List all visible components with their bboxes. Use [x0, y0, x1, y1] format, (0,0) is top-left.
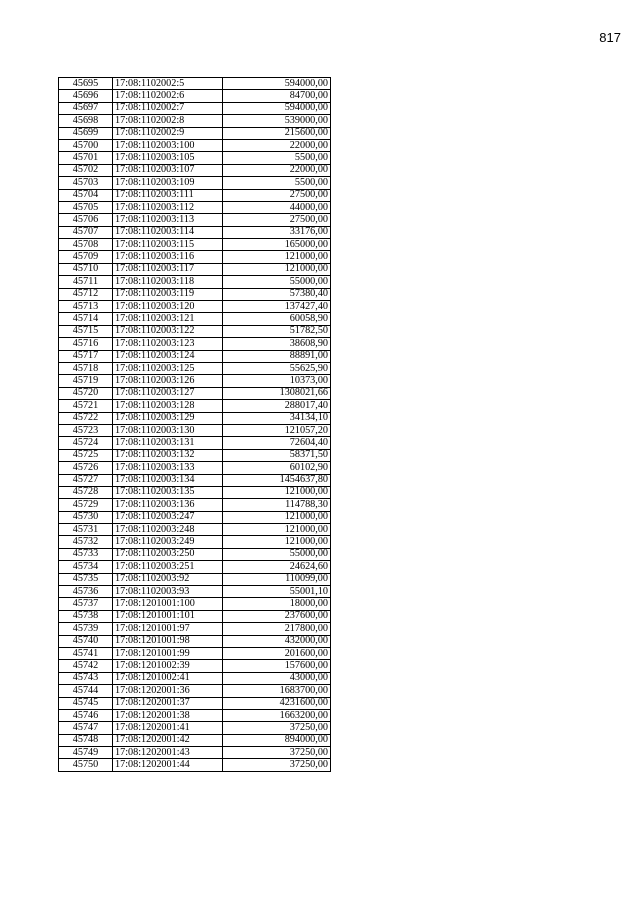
row-number-cell: 45708 — [59, 239, 113, 251]
cadastral-number-cell: 17:08:1202001:42 — [113, 734, 223, 746]
table-row — [59, 152, 331, 164]
row-number-cell: 45746 — [59, 709, 113, 721]
cadastral-value-cell: 72604,40 — [223, 437, 331, 449]
cadastral-value-cell: 37250,00 — [223, 747, 331, 759]
cadastral-value-cell: 33176,00 — [223, 226, 331, 238]
cadastral-value-cell: 432000,00 — [223, 635, 331, 647]
table-row — [59, 164, 331, 176]
cadastral-number-cell: 17:08:1102003:125 — [113, 362, 223, 374]
cadastral-number-cell: 17:08:1102003:132 — [113, 449, 223, 461]
cadastral-number-cell: 17:08:1102003:114 — [113, 226, 223, 238]
table-row — [59, 486, 331, 498]
cadastral-value-cell: 60058,90 — [223, 313, 331, 325]
table-row — [59, 598, 331, 610]
cadastral-value-cell: 37250,00 — [223, 722, 331, 734]
cadastral-number-cell: 17:08:1201001:98 — [113, 635, 223, 647]
table-row — [59, 623, 331, 635]
cadastral-number-cell: 17:08:1201001:99 — [113, 647, 223, 659]
row-number-cell: 45743 — [59, 672, 113, 684]
registry-table-body — [59, 78, 331, 772]
row-number-cell: 45732 — [59, 536, 113, 548]
table-row — [59, 672, 331, 684]
cadastral-number-cell: 17:08:1102003:100 — [113, 139, 223, 151]
row-number-cell: 45741 — [59, 647, 113, 659]
row-number-cell: 45726 — [59, 462, 113, 474]
cadastral-value-cell: 594000,00 — [223, 102, 331, 114]
cadastral-value-cell: 288017,40 — [223, 400, 331, 412]
cadastral-value-cell: 121000,00 — [223, 536, 331, 548]
row-number-cell: 45713 — [59, 301, 113, 313]
row-number-cell: 45742 — [59, 660, 113, 672]
table-row — [59, 400, 331, 412]
row-number-cell: 45719 — [59, 375, 113, 387]
cadastral-number-cell: 17:08:1102003:129 — [113, 412, 223, 424]
cadastral-value-cell: 55000,00 — [223, 276, 331, 288]
cadastral-value-cell: 157600,00 — [223, 660, 331, 672]
row-number-cell: 45709 — [59, 251, 113, 263]
cadastral-value-cell: 894000,00 — [223, 734, 331, 746]
cadastral-value-cell: 201600,00 — [223, 647, 331, 659]
row-number-cell: 45725 — [59, 449, 113, 461]
cadastral-number-cell: 17:08:1102003:122 — [113, 325, 223, 337]
table-row — [59, 102, 331, 114]
table-row — [59, 201, 331, 213]
row-number-cell: 45712 — [59, 288, 113, 300]
row-number-cell: 45707 — [59, 226, 113, 238]
cadastral-number-cell: 17:08:1102003:126 — [113, 375, 223, 387]
table-row — [59, 524, 331, 536]
table-row — [59, 177, 331, 189]
cadastral-number-cell: 17:08:1202001:44 — [113, 759, 223, 771]
row-number-cell: 45740 — [59, 635, 113, 647]
row-number-cell: 45750 — [59, 759, 113, 771]
cadastral-number-cell: 17:08:1102002:9 — [113, 127, 223, 139]
table-row — [59, 288, 331, 300]
cadastral-value-cell: 10373,00 — [223, 375, 331, 387]
table-row — [59, 449, 331, 461]
row-number-cell: 45724 — [59, 437, 113, 449]
page-number: 817 — [599, 30, 621, 45]
cadastral-value-cell: 137427,40 — [223, 301, 331, 313]
cadastral-number-cell: 17:08:1102002:5 — [113, 78, 223, 90]
cadastral-number-cell: 17:08:1102003:116 — [113, 251, 223, 263]
cadastral-value-cell: 55625,90 — [223, 362, 331, 374]
row-number-cell: 45705 — [59, 201, 113, 213]
table-row — [59, 78, 331, 90]
row-number-cell: 45695 — [59, 78, 113, 90]
cadastral-number-cell: 17:08:1102003:117 — [113, 263, 223, 275]
row-number-cell: 45706 — [59, 214, 113, 226]
cadastral-value-cell: 84700,00 — [223, 90, 331, 102]
cadastral-value-cell: 5500,00 — [223, 177, 331, 189]
row-number-cell: 45703 — [59, 177, 113, 189]
cadastral-value-cell: 57380,40 — [223, 288, 331, 300]
cadastral-value-cell: 237600,00 — [223, 610, 331, 622]
row-number-cell: 45737 — [59, 598, 113, 610]
table-row — [59, 548, 331, 560]
table-row — [59, 226, 331, 238]
row-number-cell: 45711 — [59, 276, 113, 288]
cadastral-number-cell: 17:08:1102003:112 — [113, 201, 223, 213]
table-row — [59, 375, 331, 387]
table-row — [59, 251, 331, 263]
row-number-cell: 45722 — [59, 412, 113, 424]
cadastral-number-cell: 17:08:1102003:115 — [113, 239, 223, 251]
cadastral-value-cell: 22000,00 — [223, 164, 331, 176]
table-row — [59, 424, 331, 436]
table-row — [59, 734, 331, 746]
table-row — [59, 189, 331, 201]
row-number-cell: 45723 — [59, 424, 113, 436]
cadastral-number-cell: 17:08:1201001:101 — [113, 610, 223, 622]
cadastral-number-cell: 17:08:1102003:135 — [113, 486, 223, 498]
cadastral-value-cell: 43000,00 — [223, 672, 331, 684]
row-number-cell: 45710 — [59, 263, 113, 275]
cadastral-number-cell: 17:08:1202001:41 — [113, 722, 223, 734]
cadastral-number-cell: 17:08:1102003:134 — [113, 474, 223, 486]
row-number-cell: 45716 — [59, 338, 113, 350]
row-number-cell: 45718 — [59, 362, 113, 374]
cadastral-number-cell: 17:08:1102003:107 — [113, 164, 223, 176]
row-number-cell: 45728 — [59, 486, 113, 498]
table-row — [59, 610, 331, 622]
cadastral-number-cell: 17:08:1201002:41 — [113, 672, 223, 684]
cadastral-number-cell: 17:08:1202001:38 — [113, 709, 223, 721]
registry-table — [58, 77, 331, 772]
cadastral-value-cell: 165000,00 — [223, 239, 331, 251]
cadastral-value-cell: 34134,10 — [223, 412, 331, 424]
row-number-cell: 45739 — [59, 623, 113, 635]
cadastral-value-cell: 121000,00 — [223, 511, 331, 523]
table-row — [59, 313, 331, 325]
cadastral-number-cell: 17:08:1102003:247 — [113, 511, 223, 523]
cadastral-value-cell: 38608,90 — [223, 338, 331, 350]
cadastral-value-cell: 110099,00 — [223, 573, 331, 585]
table-row — [59, 722, 331, 734]
table-row — [59, 412, 331, 424]
cadastral-value-cell: 121000,00 — [223, 263, 331, 275]
cadastral-value-cell: 27500,00 — [223, 214, 331, 226]
cadastral-value-cell: 55001,10 — [223, 586, 331, 598]
table-row — [59, 647, 331, 659]
cadastral-number-cell: 17:08:1201002:39 — [113, 660, 223, 672]
row-number-cell: 45738 — [59, 610, 113, 622]
row-number-cell: 45747 — [59, 722, 113, 734]
row-number-cell: 45733 — [59, 548, 113, 560]
table-row — [59, 660, 331, 672]
row-number-cell: 45714 — [59, 313, 113, 325]
cadastral-value-cell: 44000,00 — [223, 201, 331, 213]
row-number-cell: 45699 — [59, 127, 113, 139]
table-row — [59, 747, 331, 759]
cadastral-number-cell: 17:08:1102003:130 — [113, 424, 223, 436]
cadastral-value-cell: 5500,00 — [223, 152, 331, 164]
cadastral-value-cell: 88891,00 — [223, 350, 331, 362]
cadastral-value-cell: 51782,50 — [223, 325, 331, 337]
cadastral-number-cell: 17:08:1102003:124 — [113, 350, 223, 362]
cadastral-number-cell: 17:08:1201001:97 — [113, 623, 223, 635]
row-number-cell: 45730 — [59, 511, 113, 523]
cadastral-number-cell: 17:08:1102003:105 — [113, 152, 223, 164]
table-row — [59, 362, 331, 374]
cadastral-value-cell: 215600,00 — [223, 127, 331, 139]
table-row — [59, 139, 331, 151]
cadastral-value-cell: 121000,00 — [223, 251, 331, 263]
row-number-cell: 45704 — [59, 189, 113, 201]
cadastral-number-cell: 17:08:1102002:7 — [113, 102, 223, 114]
table-row — [59, 709, 331, 721]
cadastral-number-cell: 17:08:1102003:127 — [113, 387, 223, 399]
table-row — [59, 759, 331, 771]
cadastral-value-cell: 594000,00 — [223, 78, 331, 90]
row-number-cell: 45720 — [59, 387, 113, 399]
cadastral-number-cell: 17:08:1102002:8 — [113, 115, 223, 127]
cadastral-number-cell: 17:08:1102003:131 — [113, 437, 223, 449]
cadastral-value-cell: 1454637,80 — [223, 474, 331, 486]
cadastral-number-cell: 17:08:1102003:128 — [113, 400, 223, 412]
cadastral-number-cell: 17:08:1102003:93 — [113, 586, 223, 598]
cadastral-value-cell: 121000,00 — [223, 524, 331, 536]
row-number-cell: 45744 — [59, 685, 113, 697]
row-number-cell: 45701 — [59, 152, 113, 164]
cadastral-number-cell: 17:08:1102003:111 — [113, 189, 223, 201]
cadastral-value-cell: 58371,50 — [223, 449, 331, 461]
cadastral-number-cell: 17:08:1202001:36 — [113, 685, 223, 697]
cadastral-number-cell: 17:08:1102003:119 — [113, 288, 223, 300]
cadastral-number-cell: 17:08:1102003:248 — [113, 524, 223, 536]
cadastral-number-cell: 17:08:1202001:37 — [113, 697, 223, 709]
cadastral-number-cell: 17:08:1102003:249 — [113, 536, 223, 548]
table-row — [59, 276, 331, 288]
table-row — [59, 387, 331, 399]
row-number-cell: 45697 — [59, 102, 113, 114]
table-row — [59, 697, 331, 709]
cadastral-value-cell: 217800,00 — [223, 623, 331, 635]
cadastral-number-cell: 17:08:1102003:113 — [113, 214, 223, 226]
cadastral-number-cell: 17:08:1201001:100 — [113, 598, 223, 610]
row-number-cell: 45698 — [59, 115, 113, 127]
table-row — [59, 263, 331, 275]
row-number-cell: 45736 — [59, 586, 113, 598]
table-row — [59, 685, 331, 697]
row-number-cell: 45745 — [59, 697, 113, 709]
row-number-cell: 45735 — [59, 573, 113, 585]
cadastral-number-cell: 17:08:1102003:136 — [113, 499, 223, 511]
table-row — [59, 325, 331, 337]
cadastral-value-cell: 1308021,66 — [223, 387, 331, 399]
cadastral-number-cell: 17:08:1102003:120 — [113, 301, 223, 313]
row-number-cell: 45749 — [59, 747, 113, 759]
cadastral-value-cell: 121057,20 — [223, 424, 331, 436]
row-number-cell: 45727 — [59, 474, 113, 486]
table-row — [59, 338, 331, 350]
table-row — [59, 474, 331, 486]
cadastral-number-cell: 17:08:1102003:92 — [113, 573, 223, 585]
cadastral-number-cell: 17:08:1102003:121 — [113, 313, 223, 325]
row-number-cell: 45717 — [59, 350, 113, 362]
cadastral-value-cell: 121000,00 — [223, 486, 331, 498]
table-row — [59, 499, 331, 511]
table-row — [59, 127, 331, 139]
cadastral-number-cell: 17:08:1102003:109 — [113, 177, 223, 189]
row-number-cell: 45729 — [59, 499, 113, 511]
cadastral-number-cell: 17:08:1102003:123 — [113, 338, 223, 350]
cadastral-number-cell: 17:08:1102002:6 — [113, 90, 223, 102]
table-row — [59, 437, 331, 449]
table-row — [59, 536, 331, 548]
cadastral-value-cell: 55000,00 — [223, 548, 331, 560]
table-row — [59, 462, 331, 474]
cadastral-number-cell: 17:08:1202001:43 — [113, 747, 223, 759]
table-row — [59, 115, 331, 127]
row-number-cell: 45696 — [59, 90, 113, 102]
table-row — [59, 239, 331, 251]
cadastral-value-cell: 1683700,00 — [223, 685, 331, 697]
cadastral-number-cell: 17:08:1102003:133 — [113, 462, 223, 474]
row-number-cell: 45700 — [59, 139, 113, 151]
table-row — [59, 214, 331, 226]
table-row — [59, 301, 331, 313]
row-number-cell: 45702 — [59, 164, 113, 176]
cadastral-value-cell: 1663200,00 — [223, 709, 331, 721]
row-number-cell: 45731 — [59, 524, 113, 536]
row-number-cell: 45715 — [59, 325, 113, 337]
cadastral-number-cell: 17:08:1102003:250 — [113, 548, 223, 560]
table-row — [59, 350, 331, 362]
row-number-cell: 45721 — [59, 400, 113, 412]
cadastral-value-cell: 114788,30 — [223, 499, 331, 511]
table-row — [59, 635, 331, 647]
cadastral-value-cell: 37250,00 — [223, 759, 331, 771]
cadastral-number-cell: 17:08:1102003:251 — [113, 561, 223, 573]
table-row — [59, 586, 331, 598]
cadastral-value-cell: 18000,00 — [223, 598, 331, 610]
table-row — [59, 90, 331, 102]
row-number-cell: 45748 — [59, 734, 113, 746]
cadastral-value-cell: 22000,00 — [223, 139, 331, 151]
table-row — [59, 511, 331, 523]
cadastral-value-cell: 539000,00 — [223, 115, 331, 127]
table-row — [59, 561, 331, 573]
cadastral-value-cell: 4231600,00 — [223, 697, 331, 709]
cadastral-value-cell: 24624,60 — [223, 561, 331, 573]
cadastral-number-cell: 17:08:1102003:118 — [113, 276, 223, 288]
row-number-cell: 45734 — [59, 561, 113, 573]
cadastral-value-cell: 60102,90 — [223, 462, 331, 474]
cadastral-value-cell: 27500,00 — [223, 189, 331, 201]
table-row — [59, 573, 331, 585]
